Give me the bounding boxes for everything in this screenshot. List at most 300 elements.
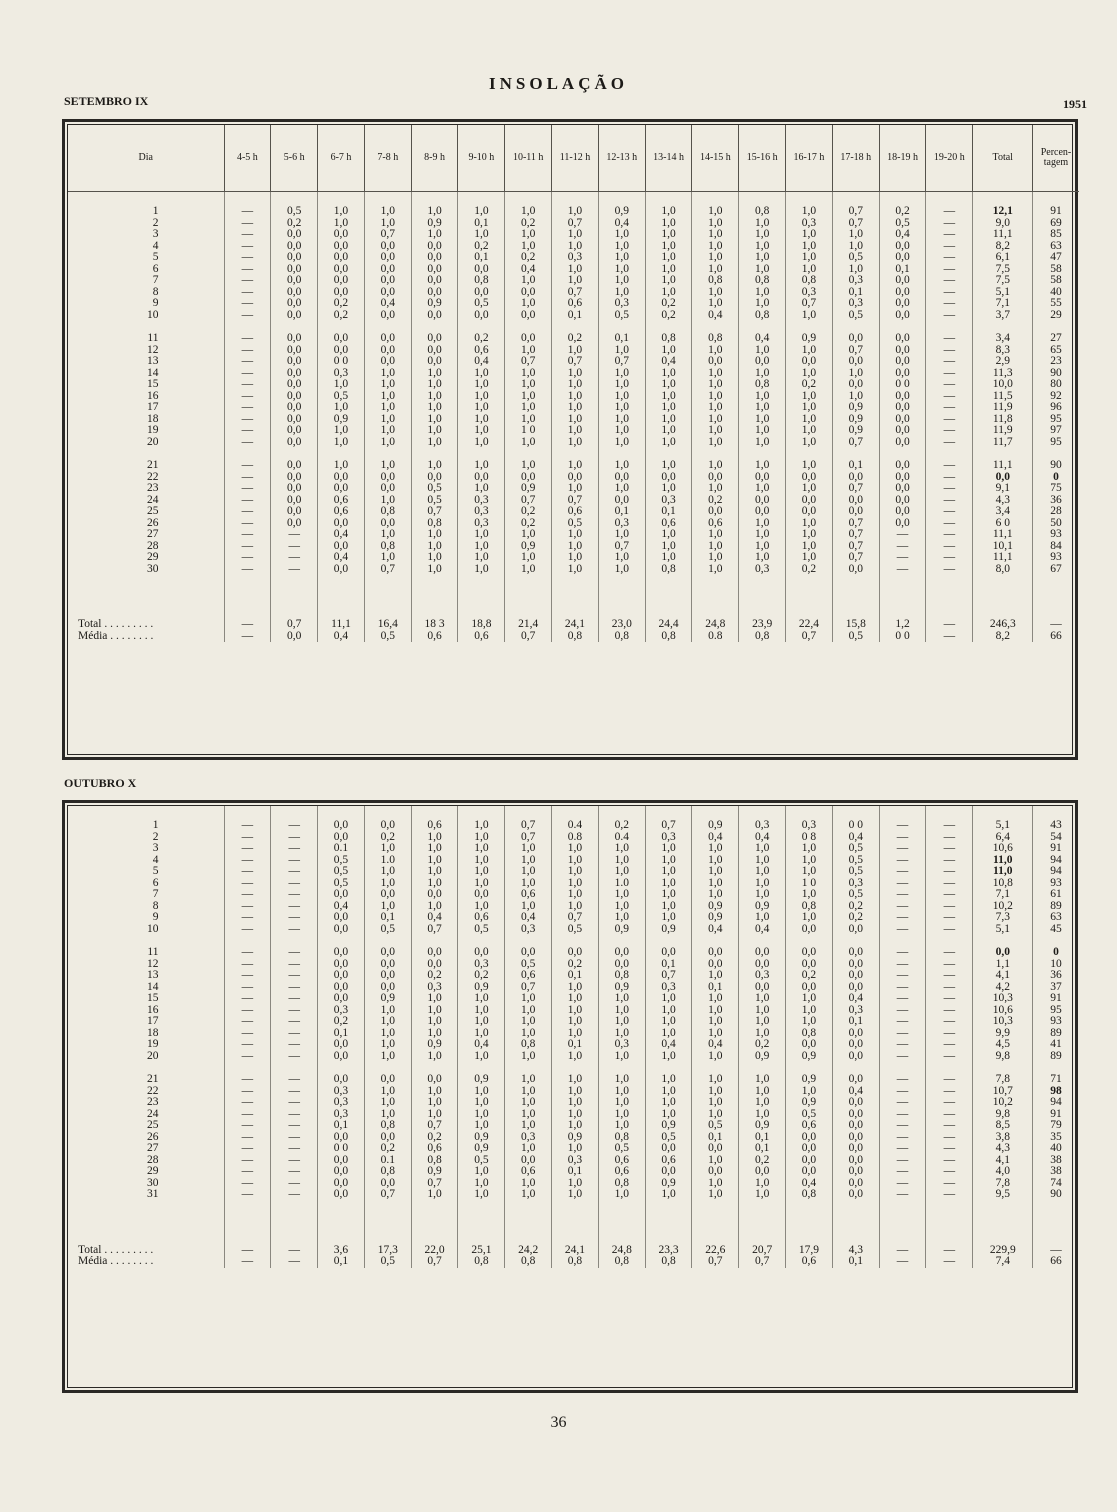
september-table [68,125,1079,642]
hour-value-cell: 1,0 [552,1028,599,1040]
total-cell: 11,5 [973,391,1033,403]
hour-value-cell: 1,0 [552,460,599,472]
hour-value-cell: 1,0 [505,1189,552,1201]
total-cell: 2,9 [973,356,1033,368]
hour-value-cell: — [879,901,926,913]
hour-value-cell: — [879,866,926,878]
hour-value-cell: 1,0 [692,970,739,982]
hour-value-cell: 0,7 [505,356,552,368]
hour-value-cell: 0,0 [364,483,411,495]
hour-value-cell: 0,6 [598,1155,645,1167]
hour-value-cell: 0,3 [318,1097,365,1109]
spacer-cell [552,192,599,207]
hour-value-cell: 0,0 [318,1132,365,1144]
hour-value-cell: 1,0 [364,218,411,230]
hour-value-cell: — [879,912,926,924]
hour-value-cell: 0,9 [832,425,879,437]
day-cell: 1 [152,819,159,831]
hour-value-cell: — [926,206,973,218]
hour-value-cell: 0.8 [692,631,739,643]
hour-value-cell: 0,8 [364,541,411,553]
hour-value-cell: 0,0 [458,472,505,484]
hour-value-cell: 0,0 [832,1028,879,1040]
table-row [68,483,1079,495]
percentage-cell: 93 [1033,878,1079,890]
table-row [68,552,1079,564]
hour-value-cell: 1,0 [692,889,739,901]
hour-value-cell: 0,0 [318,264,365,276]
hour-value-cell: — [926,959,973,971]
hour-value-cell: 0,3 [318,368,365,380]
hour-value-cell: 1,0 [832,368,879,380]
hour-value-cell: 1,0 [692,460,739,472]
hour-value-cell: 1,0 [739,460,786,472]
hour-value-cell: 1,0 [692,264,739,276]
percentage-cell: 95 [1033,414,1079,426]
hour-value-cell: 23,0 [598,619,645,631]
total-cell: 8,3 [973,345,1033,357]
hour-value-cell: 0.8 [552,832,599,844]
hour-value-cell: 0,0 [645,947,692,959]
hour-value-cell: — [224,1074,271,1086]
hour-value-cell: 0,3 [458,506,505,518]
hour-value-cell: 0,0 [739,982,786,994]
hour-value-cell: 1,0 [786,855,833,867]
october-table [68,806,1079,1268]
hour-value-cell: 0,0 [364,356,411,368]
hour-value-cell: 0,9 [739,1120,786,1132]
hour-value-cell: — [224,631,271,643]
hour-value-cell: — [271,1074,318,1086]
hour-value-cell: — [879,1166,926,1178]
hour-value-cell: 0,7 [786,631,833,643]
total-cell: 7,5 [973,275,1033,287]
hour-value-cell: 0,5 [832,310,879,322]
hour-value-cell: 0,8 [786,1189,833,1201]
hour-value-cell: 1,0 [458,1097,505,1109]
table-row [68,1120,1079,1132]
spacer-cell [739,192,786,207]
day-cell: 14 [147,980,159,993]
hour-value-cell: 0,0 [318,345,365,357]
hour-value-cell: 3,6 [318,1245,365,1257]
hour-value-cell: — [271,1016,318,1028]
hour-value-cell: 0,7 [364,1189,411,1201]
hour-value-cell: 0,0 [364,1074,411,1086]
hour-value-cell: — [926,218,973,230]
spacer-cell [364,806,411,820]
hour-value-cell: — [224,345,271,357]
hour-value-cell: 1,0 [458,993,505,1005]
percentage-cell: 45 [1033,924,1079,936]
total-cell: 1,1 [973,959,1033,971]
hour-value-cell: 0,9 [645,1120,692,1132]
percentage-cell: 66 [1033,1256,1079,1268]
hour-value-cell: — [926,425,973,437]
hour-value-cell: 0,0 [271,495,318,507]
hour-value-cell: 1,0 [411,229,458,241]
hour-value-cell: 1,0 [739,264,786,276]
hour-value-cell: 1,0 [458,437,505,449]
header-hour: 14-15 h [692,125,739,192]
hour-value-cell: — [879,878,926,890]
hour-value-cell: — [271,541,318,553]
hour-value-cell: — [224,333,271,345]
day-cell: 10 [147,922,159,935]
hour-value-cell: — [224,241,271,253]
hour-value-cell: 1,0 [692,1097,739,1109]
hour-value-cell: — [879,947,926,959]
hour-value-cell: 1,0 [645,1051,692,1063]
hour-value-cell: 1,0 [505,1028,552,1040]
hour-value-cell: — [926,1155,973,1167]
hour-value-cell: 0,0 [271,460,318,472]
percentage-cell: 98 [1033,1086,1079,1098]
spacer-cell [224,806,271,820]
percentage-cell: 74 [1033,1178,1079,1190]
hour-value-cell: 0,0 [879,495,926,507]
hour-value-cell: 0,9 [458,1143,505,1155]
hour-value-cell: 1,0 [645,1074,692,1086]
hour-value-cell: 1,0 [692,379,739,391]
header-hour: 18-19 h [879,125,926,192]
hour-value-cell: 0,8 [598,1178,645,1190]
hour-value-cell: 1,0 [411,843,458,855]
hour-value-cell: 0,4 [505,264,552,276]
hour-value-cell: 0,8 [692,333,739,345]
hour-value-cell: 0,3 [832,878,879,890]
hour-value-cell: 1,0 [739,241,786,253]
spacer-cell [552,575,599,619]
hour-value-cell: 0,0 [364,241,411,253]
spacer-cell [692,575,739,619]
hour-value-cell: — [224,1109,271,1121]
table-row [68,298,1079,310]
percentage-cell: 35 [1033,1132,1079,1144]
hour-value-cell: 0,0 [318,993,365,1005]
hour-value-cell: 24,4 [645,619,692,631]
hour-value-cell: 0,9 [552,1132,599,1144]
percentage-cell: 36 [1033,495,1079,507]
day-cell: 20 [147,1049,159,1062]
percentage-cell: 50 [1033,518,1079,530]
hour-value-cell: — [224,368,271,380]
hour-value-cell: 0,0 [832,1132,879,1144]
hour-value-cell: — [879,552,926,564]
hour-value-cell: 0,5 [458,1155,505,1167]
hour-value-cell: 1,0 [364,402,411,414]
hour-value-cell: 0,0 [411,333,458,345]
hour-value-cell: 0,4 [645,356,692,368]
hour-value-cell: 1,0 [786,866,833,878]
hour-value-cell: — [271,843,318,855]
hour-value-cell: 1,0 [692,1086,739,1098]
spacer-cell [786,1201,833,1245]
hour-value-cell: 1,0 [645,460,692,472]
hour-value-cell: 1,0 [458,391,505,403]
hour-value-cell: 0,0 [318,229,365,241]
hour-value-cell: 1,0 [786,368,833,380]
hour-value-cell: 1,0 [598,414,645,426]
hour-value-cell: 1,0 [458,1086,505,1098]
table-row [68,229,1079,241]
total-cell: 7,3 [973,912,1033,924]
spacer-cell [458,192,505,207]
spacer-cell [786,575,833,619]
hour-value-cell: — [224,1143,271,1155]
hour-value-cell: 1,0 [552,1086,599,1098]
hour-value-cell: 0,0 [318,275,365,287]
hour-value-cell: 0,8 [411,1155,458,1167]
hour-value-cell: 1,0 [552,1178,599,1190]
hour-value-cell: 17,9 [786,1245,833,1257]
hour-value-cell: 0,0 [364,472,411,484]
percentage-cell: 58 [1033,275,1079,287]
september-label: SETEMBRO IX [64,94,149,108]
hour-value-cell: 0,0 [598,472,645,484]
hour-value-cell: — [926,391,973,403]
hour-value-cell: 1,0 [739,1086,786,1098]
hour-value-cell: — [926,832,973,844]
hour-value-cell: 0,0 [271,345,318,357]
hour-value-cell: 0,0 [879,345,926,357]
hour-value-cell: 0,9 [692,901,739,913]
hour-value-cell: 1,0 [411,993,458,1005]
hour-value-cell: 1,0 [598,1120,645,1132]
percentage-cell: 40 [1033,1143,1079,1155]
hour-value-cell: 0,5 [318,855,365,867]
hour-value-cell: 1,0 [505,275,552,287]
hour-value-cell: 0,7 [411,924,458,936]
hour-value-cell: — [224,275,271,287]
hour-value-cell: 1,0 [318,379,365,391]
percentage-cell: 80 [1033,379,1079,391]
hour-value-cell: 1,0 [786,310,833,322]
hour-value-cell: 1,0 [552,391,599,403]
hour-value-cell: 0,7 [645,820,692,832]
spacer-row [68,806,1079,820]
hour-value-cell: — [224,529,271,541]
percentage-cell: 79 [1033,1120,1079,1132]
spacer-cell [318,1201,365,1245]
hour-value-cell: 1,0 [645,437,692,449]
hour-value-cell: — [224,1039,271,1051]
table-row [68,460,1079,472]
hour-value-cell: 0,1 [645,506,692,518]
hour-value-cell: — [926,970,973,982]
hour-value-cell: 1,0 [318,437,365,449]
hour-value-cell: 1,0 [552,483,599,495]
hour-value-cell: — [926,552,973,564]
total-cell: 4,0 [973,1166,1033,1178]
hour-value-cell: 1,0 [411,402,458,414]
hour-value-cell: — [926,1005,973,1017]
hour-value-cell: — [224,1256,271,1268]
percentage-cell: 36 [1033,970,1079,982]
hour-value-cell: 0,0 [879,472,926,484]
total-cell: 9,1 [973,483,1033,495]
hour-value-cell: 1,0 [364,1109,411,1121]
table-row [68,1189,1079,1201]
hour-value-cell: — [271,866,318,878]
spacer-cell [318,806,365,820]
hour-value-cell: — [271,1166,318,1178]
hour-value-cell: 0,5 [411,495,458,507]
hour-value-cell: 0,5 [318,866,365,878]
spacer-cell [973,1201,1033,1245]
hour-value-cell: 21,4 [505,619,552,631]
hour-value-cell: 1,0 [458,414,505,426]
hour-value-cell: 0,0 [832,356,879,368]
day-cell: 30 [147,1176,159,1189]
hour-value-cell: 1,0 [786,437,833,449]
spacer-cell [68,1062,224,1074]
hour-value-cell: — [224,518,271,530]
percentage-cell: 92 [1033,391,1079,403]
hour-value-cell: 1,0 [458,425,505,437]
hour-value-cell: 0,9 [318,414,365,426]
percentage-cell: 71 [1033,1074,1079,1086]
hour-value-cell: — [926,619,973,631]
hour-value-cell: 1,0 [645,541,692,553]
day-cell: 4 [152,853,159,866]
hour-value-cell: 0,0 [411,275,458,287]
hour-value-cell: — [879,1005,926,1017]
hour-value-cell: 1,0 [458,1016,505,1028]
hour-value-cell: 0,2 [739,1155,786,1167]
spacer-row [68,1201,1079,1245]
hour-value-cell: — [224,993,271,1005]
hour-value-cell: 1,0 [739,912,786,924]
hour-value-cell: 1,0 [786,1086,833,1098]
hour-value-cell: 1,0 [598,889,645,901]
hour-value-cell: 0,5 [411,483,458,495]
day-cell: 29 [147,1165,159,1177]
hour-value-cell: 0,3 [739,970,786,982]
hour-value-cell: 1,0 [645,1086,692,1098]
total-cell: 9,8 [973,1109,1033,1121]
hour-value-cell: 0,0 [271,437,318,449]
hour-value-cell: 0,0 [458,310,505,322]
hour-value-cell: 1,0 [645,552,692,564]
total-cell: 11,7 [973,437,1033,449]
hour-value-cell: 1,0 [739,889,786,901]
hour-value-cell: 0,0 [786,947,833,959]
hour-value-cell: 0,3 [832,275,879,287]
hour-value-cell: 1,0 [458,402,505,414]
hour-value-cell: 1,0 [786,264,833,276]
hour-value-cell: 1,0 [458,564,505,576]
hour-value-cell: 1,0 [739,1005,786,1017]
hour-value-cell: 1,0 [458,901,505,913]
table-row [68,506,1079,518]
hour-value-cell: 0,5 [832,843,879,855]
hour-value-cell: 0,0 [692,959,739,971]
total-cell: 4,1 [973,970,1033,982]
hour-value-cell: 0,7 [832,518,879,530]
hour-value-cell: 1,0 [692,1109,739,1121]
total-cell: 9,5 [973,1189,1033,1201]
hour-value-cell: 1,0 [598,1028,645,1040]
hour-value-cell: — [926,1256,973,1268]
spacer-cell [832,1201,879,1245]
total-cell: 7,5 [973,264,1033,276]
hour-value-cell: 1,0 [411,1086,458,1098]
hour-value-cell: 0,0 [786,1143,833,1155]
spacer-cell [68,935,224,947]
hour-value-cell: — [224,1120,271,1132]
percentage-cell: 54 [1033,832,1079,844]
hour-value-cell: 0,7 [364,564,411,576]
hour-value-cell: 1,0 [552,1109,599,1121]
hour-value-cell: 1,0 [552,1120,599,1132]
hour-value-cell: 18 3 [411,619,458,631]
hour-value-cell: 0,9 [692,820,739,832]
hour-value-cell: 0,7 [786,298,833,310]
hour-value-cell: 0,5 [832,631,879,643]
hour-value-cell: 1,0 [598,1016,645,1028]
spacer-cell [598,806,645,820]
hour-value-cell: 0.1 [364,1155,411,1167]
hour-value-cell: 0,0 [832,1166,879,1178]
hour-value-cell: 0,8 [364,1166,411,1178]
hour-value-cell: 1,0 [458,1005,505,1017]
hour-value-cell: 0 0 [879,379,926,391]
hour-value-cell: 1,0 [318,425,365,437]
hour-value-cell: 0,7 [832,483,879,495]
table-row [68,564,1079,576]
percentage-cell: 91 [1033,206,1079,218]
hour-value-cell: 0,2 [411,970,458,982]
hour-value-cell: 0,0 [598,959,645,971]
hour-value-cell: 1,0 [692,402,739,414]
hour-value-cell: 1,0 [786,252,833,264]
day-cell: 4 [152,239,159,252]
row-label: Média . . . . . . . . [78,1255,154,1267]
hour-value-cell: 0,0 [832,1051,879,1063]
hour-value-cell: 1,0 [411,564,458,576]
hour-value-cell: 1,0 [786,529,833,541]
hour-value-cell: 1,0 [364,1005,411,1017]
hour-value-cell: — [271,970,318,982]
hour-value-cell: 0,4 [598,218,645,230]
hour-value-cell: 0,5 [598,310,645,322]
hour-value-cell: 1,0 [364,437,411,449]
hour-value-cell: 0,2 [505,218,552,230]
total-cell: 0,0 [973,472,1033,484]
hour-value-cell: — [926,1189,973,1201]
hour-value-cell: 1,0 [692,1028,739,1040]
hour-value-cell: — [879,1132,926,1144]
hour-value-cell: 1,0 [786,552,833,564]
hour-value-cell: 0,0 [832,924,879,936]
spacer-cell [926,806,973,820]
hour-value-cell: 1,0 [832,264,879,276]
hour-value-cell: 0,0 [411,264,458,276]
hour-value-cell: 1,0 [692,425,739,437]
hour-value-cell: 0,0 [879,298,926,310]
hour-value-cell: 0,2 [505,252,552,264]
hour-value-cell: 0,1 [692,982,739,994]
spacer-cell [926,192,973,207]
hour-value-cell: 0,5 [458,924,505,936]
table-row [68,843,1079,855]
hour-value-cell: — [271,1120,318,1132]
day-cell: 11 [147,332,159,344]
hour-value-cell: 0,0 [271,414,318,426]
hour-value-cell: 0,9 [739,901,786,913]
hour-value-cell: 0,2 [645,310,692,322]
